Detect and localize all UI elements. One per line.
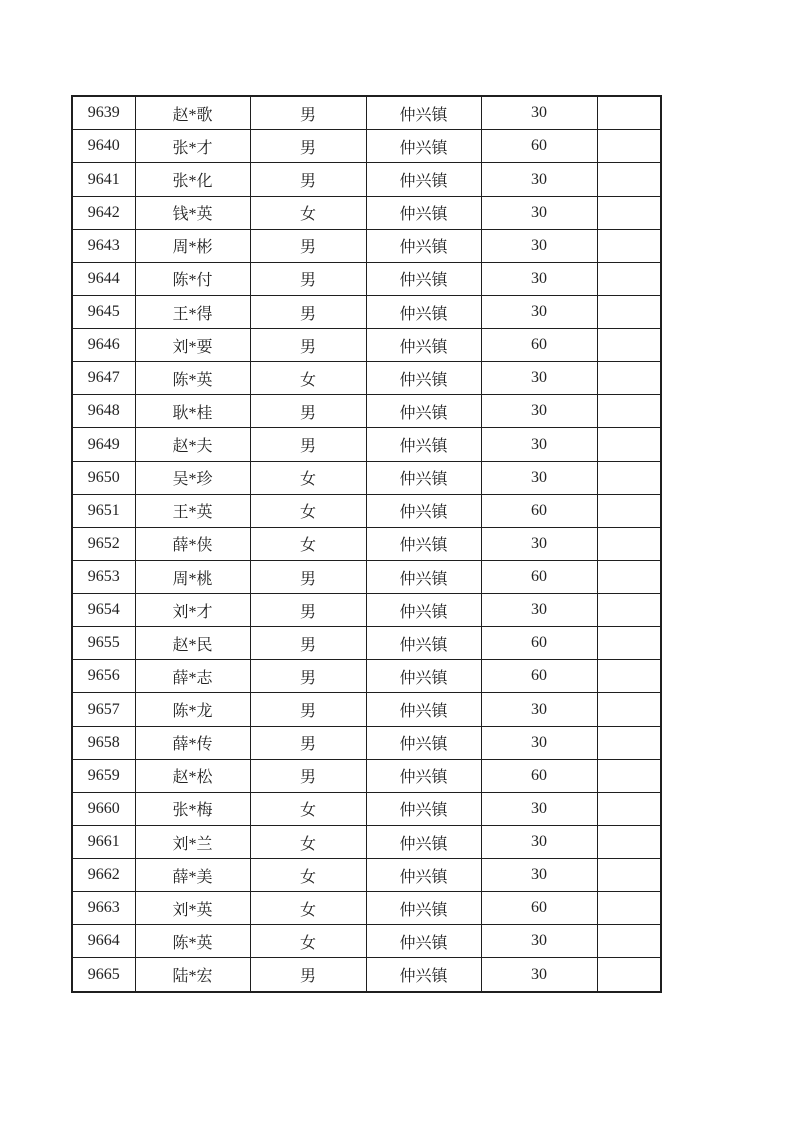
cell-town: 仲兴镇 [366,594,481,627]
cell-id: 9645 [72,295,135,328]
table-row [72,560,661,593]
cell-amount: 60 [481,759,597,792]
cell-note [597,859,661,892]
cell-name: 薛*传 [135,726,250,759]
cell-id: 9657 [72,693,135,726]
cell-note [597,792,661,825]
cell-name: 薛*美 [135,859,250,892]
cell-id: 9662 [72,859,135,892]
cell-gender: 女 [250,925,366,958]
cell-gender: 男 [250,594,366,627]
cell-note [597,660,661,693]
cell-amount: 30 [481,958,597,992]
cell-gender: 男 [250,560,366,593]
table-row [72,329,661,362]
cell-town: 仲兴镇 [366,295,481,328]
cell-note [597,262,661,295]
table-row [72,792,661,825]
cell-id: 9649 [72,428,135,461]
cell-town: 仲兴镇 [366,527,481,560]
cell-id: 9655 [72,627,135,660]
cell-gender: 男 [250,229,366,262]
cell-id: 9652 [72,527,135,560]
cell-id: 9656 [72,660,135,693]
cell-amount: 30 [481,925,597,958]
cell-amount: 60 [481,130,597,163]
cell-note [597,594,661,627]
cell-town: 仲兴镇 [366,130,481,163]
cell-name: 吴*珍 [135,461,250,494]
cell-name: 张*化 [135,163,250,196]
cell-note [597,163,661,196]
cell-id: 9665 [72,958,135,992]
cell-note [597,825,661,858]
cell-id: 9647 [72,362,135,395]
cell-amount: 30 [481,527,597,560]
cell-amount: 30 [481,229,597,262]
cell-note [597,494,661,527]
table-row [72,163,661,196]
cell-note [597,627,661,660]
cell-name: 陆*宏 [135,958,250,992]
cell-note [597,461,661,494]
cell-id: 9661 [72,825,135,858]
cell-amount: 30 [481,196,597,229]
cell-amount: 60 [481,892,597,925]
cell-gender: 女 [250,792,366,825]
table-row [72,96,661,130]
cell-amount: 30 [481,262,597,295]
cell-amount: 30 [481,726,597,759]
cell-id: 9659 [72,759,135,792]
cell-gender: 男 [250,395,366,428]
cell-name: 王*英 [135,494,250,527]
table-row [72,859,661,892]
cell-town: 仲兴镇 [366,958,481,992]
cell-town: 仲兴镇 [366,262,481,295]
cell-gender: 男 [250,958,366,992]
table-row [72,494,661,527]
cell-id: 9651 [72,494,135,527]
cell-amount: 30 [481,428,597,461]
cell-amount: 30 [481,395,597,428]
cell-town: 仲兴镇 [366,925,481,958]
roster-table-body [72,96,661,992]
cell-town: 仲兴镇 [366,494,481,527]
cell-name: 陈*付 [135,262,250,295]
cell-note [597,329,661,362]
cell-gender: 男 [250,329,366,362]
cell-name: 张*才 [135,130,250,163]
cell-gender: 女 [250,859,366,892]
cell-gender: 女 [250,196,366,229]
table-row [72,660,661,693]
cell-id: 9654 [72,594,135,627]
cell-note [597,726,661,759]
cell-note [597,527,661,560]
cell-town: 仲兴镇 [366,560,481,593]
cell-amount: 30 [481,859,597,892]
table-row [72,892,661,925]
cell-amount: 30 [481,461,597,494]
cell-id: 9650 [72,461,135,494]
cell-town: 仲兴镇 [366,792,481,825]
table-row [72,925,661,958]
cell-id: 9664 [72,925,135,958]
cell-name: 张*梅 [135,792,250,825]
cell-id: 9640 [72,130,135,163]
table-row [72,958,661,992]
cell-town: 仲兴镇 [366,759,481,792]
cell-id: 9646 [72,329,135,362]
cell-name: 薛*志 [135,660,250,693]
cell-name: 刘*要 [135,329,250,362]
cell-id: 9644 [72,262,135,295]
table-row [72,428,661,461]
cell-name: 赵*歌 [135,96,250,130]
cell-town: 仲兴镇 [366,892,481,925]
cell-name: 赵*夫 [135,428,250,461]
cell-name: 周*彬 [135,229,250,262]
cell-id: 9639 [72,96,135,130]
cell-amount: 30 [481,362,597,395]
cell-town: 仲兴镇 [366,395,481,428]
cell-amount: 30 [481,693,597,726]
table-row [72,726,661,759]
cell-gender: 女 [250,494,366,527]
table-row [72,262,661,295]
cell-name: 刘*才 [135,594,250,627]
cell-id: 9653 [72,560,135,593]
cell-town: 仲兴镇 [366,627,481,660]
cell-amount: 30 [481,96,597,130]
table-row [72,229,661,262]
cell-name: 薛*侠 [135,527,250,560]
cell-amount: 30 [481,295,597,328]
cell-name: 刘*兰 [135,825,250,858]
cell-name: 陈*龙 [135,693,250,726]
table-row [72,461,661,494]
cell-gender: 男 [250,660,366,693]
cell-amount: 60 [481,627,597,660]
cell-gender: 女 [250,892,366,925]
cell-name: 耿*桂 [135,395,250,428]
cell-gender: 男 [250,163,366,196]
table-row [72,395,661,428]
table-row [72,295,661,328]
cell-gender: 女 [250,362,366,395]
cell-id: 9643 [72,229,135,262]
cell-amount: 30 [481,594,597,627]
cell-note [597,560,661,593]
cell-gender: 男 [250,726,366,759]
cell-name: 赵*松 [135,759,250,792]
cell-id: 9648 [72,395,135,428]
cell-note [597,958,661,992]
cell-town: 仲兴镇 [366,229,481,262]
cell-town: 仲兴镇 [366,196,481,229]
cell-gender: 男 [250,759,366,792]
cell-note [597,759,661,792]
cell-town: 仲兴镇 [366,329,481,362]
cell-town: 仲兴镇 [366,693,481,726]
cell-gender: 女 [250,461,366,494]
cell-town: 仲兴镇 [366,461,481,494]
cell-id: 9658 [72,726,135,759]
cell-note [597,925,661,958]
cell-amount: 30 [481,163,597,196]
table-row [72,196,661,229]
cell-gender: 男 [250,693,366,726]
cell-amount: 60 [481,494,597,527]
table-row [72,527,661,560]
cell-town: 仲兴镇 [366,362,481,395]
cell-town: 仲兴镇 [366,825,481,858]
cell-note [597,693,661,726]
cell-gender: 男 [250,262,366,295]
cell-note [597,229,661,262]
cell-amount: 30 [481,825,597,858]
cell-name: 赵*民 [135,627,250,660]
cell-note [597,295,661,328]
cell-town: 仲兴镇 [366,428,481,461]
table-row [72,693,661,726]
cell-name: 刘*英 [135,892,250,925]
cell-id: 9663 [72,892,135,925]
table-row [72,130,661,163]
table-row [72,362,661,395]
cell-name: 王*得 [135,295,250,328]
cell-id: 9660 [72,792,135,825]
cell-id: 9641 [72,163,135,196]
cell-town: 仲兴镇 [366,96,481,130]
table-row [72,825,661,858]
table-row [72,759,661,792]
cell-gender: 女 [250,527,366,560]
cell-town: 仲兴镇 [366,859,481,892]
table-row [72,627,661,660]
cell-name: 陈*英 [135,925,250,958]
cell-note [597,362,661,395]
cell-town: 仲兴镇 [366,660,481,693]
cell-gender: 男 [250,295,366,328]
cell-gender: 男 [250,130,366,163]
cell-gender: 男 [250,627,366,660]
cell-note [597,428,661,461]
cell-note [597,196,661,229]
cell-name: 周*桃 [135,560,250,593]
cell-note [597,395,661,428]
cell-note [597,892,661,925]
cell-amount: 60 [481,560,597,593]
cell-amount: 60 [481,329,597,362]
roster-table [71,95,662,993]
cell-name: 钱*英 [135,196,250,229]
cell-id: 9642 [72,196,135,229]
cell-gender: 女 [250,825,366,858]
cell-name: 陈*英 [135,362,250,395]
cell-amount: 60 [481,660,597,693]
cell-town: 仲兴镇 [366,726,481,759]
cell-note [597,96,661,130]
table-row [72,594,661,627]
cell-amount: 30 [481,792,597,825]
cell-note [597,130,661,163]
cell-gender: 男 [250,428,366,461]
cell-gender: 男 [250,96,366,130]
cell-town: 仲兴镇 [366,163,481,196]
